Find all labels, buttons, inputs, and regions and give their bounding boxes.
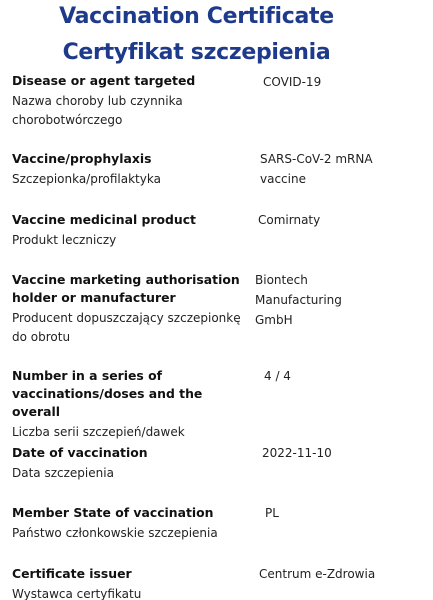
field-value-dose-number: 4 / 4 <box>264 369 291 383</box>
field-label-english: Number in a series of vaccinations/doses and the overall <box>12 368 203 419</box>
field-label-english: Disease or agent targeted <box>12 73 196 88</box>
field-value-vaccine: SARS-CoV-2 mRNA vaccine <box>260 152 373 186</box>
field-label <box>12 565 250 600</box>
field-value-member-state: PL <box>265 506 279 520</box>
field-label <box>12 504 250 543</box>
field-value-marketing-holder: Biontech Manufacturing GmbH <box>255 273 342 327</box>
field-label-polish: Data szczepienia <box>12 466 114 480</box>
field-label <box>12 211 250 250</box>
field-label <box>12 367 250 442</box>
field-label-polish: Szczepionka/profilaktyka <box>12 172 161 186</box>
field-label-polish: Producent dopuszczający szczepionkę do obrotu <box>12 311 241 344</box>
page-title-polish: Certyfikat szczepienia <box>62 40 331 65</box>
field-value-medicinal-product: Comirnaty <box>258 213 321 227</box>
field-value-disease: COVID-19 <box>263 75 322 89</box>
field-label-english: Date of vaccination <box>12 445 148 460</box>
field-label <box>12 72 250 130</box>
field-value-date: 2022-11-10 <box>262 446 332 460</box>
field-label-polish: Liczba serii szczepień/dawek <box>12 425 185 439</box>
field-label-english: Vaccine medicinal product <box>12 212 196 227</box>
field-label <box>12 444 250 483</box>
field-value-issuer: Centrum e-Zdrowia <box>259 567 376 581</box>
field-label-english: Certificate issuer <box>12 566 132 581</box>
field-label-english: Member State of vaccination <box>12 505 214 520</box>
field-label-polish: Nazwa choroby lub czynnika chorobotwórczego <box>12 94 183 127</box>
field-label <box>12 271 250 347</box>
field-label-polish: Produkt leczniczy <box>12 233 117 247</box>
field-label-english: Vaccine/prophylaxis <box>12 151 152 166</box>
field-label-english: Vaccine marketing authorisation holder or manufacturer <box>12 272 240 305</box>
field-label-polish: Państwo członkowskie szczepienia <box>12 526 218 540</box>
page-title: Vaccination Certificate <box>59 4 334 29</box>
field-label-polish: Wystawca certyfikatu <box>12 587 142 600</box>
field-label <box>12 150 250 189</box>
